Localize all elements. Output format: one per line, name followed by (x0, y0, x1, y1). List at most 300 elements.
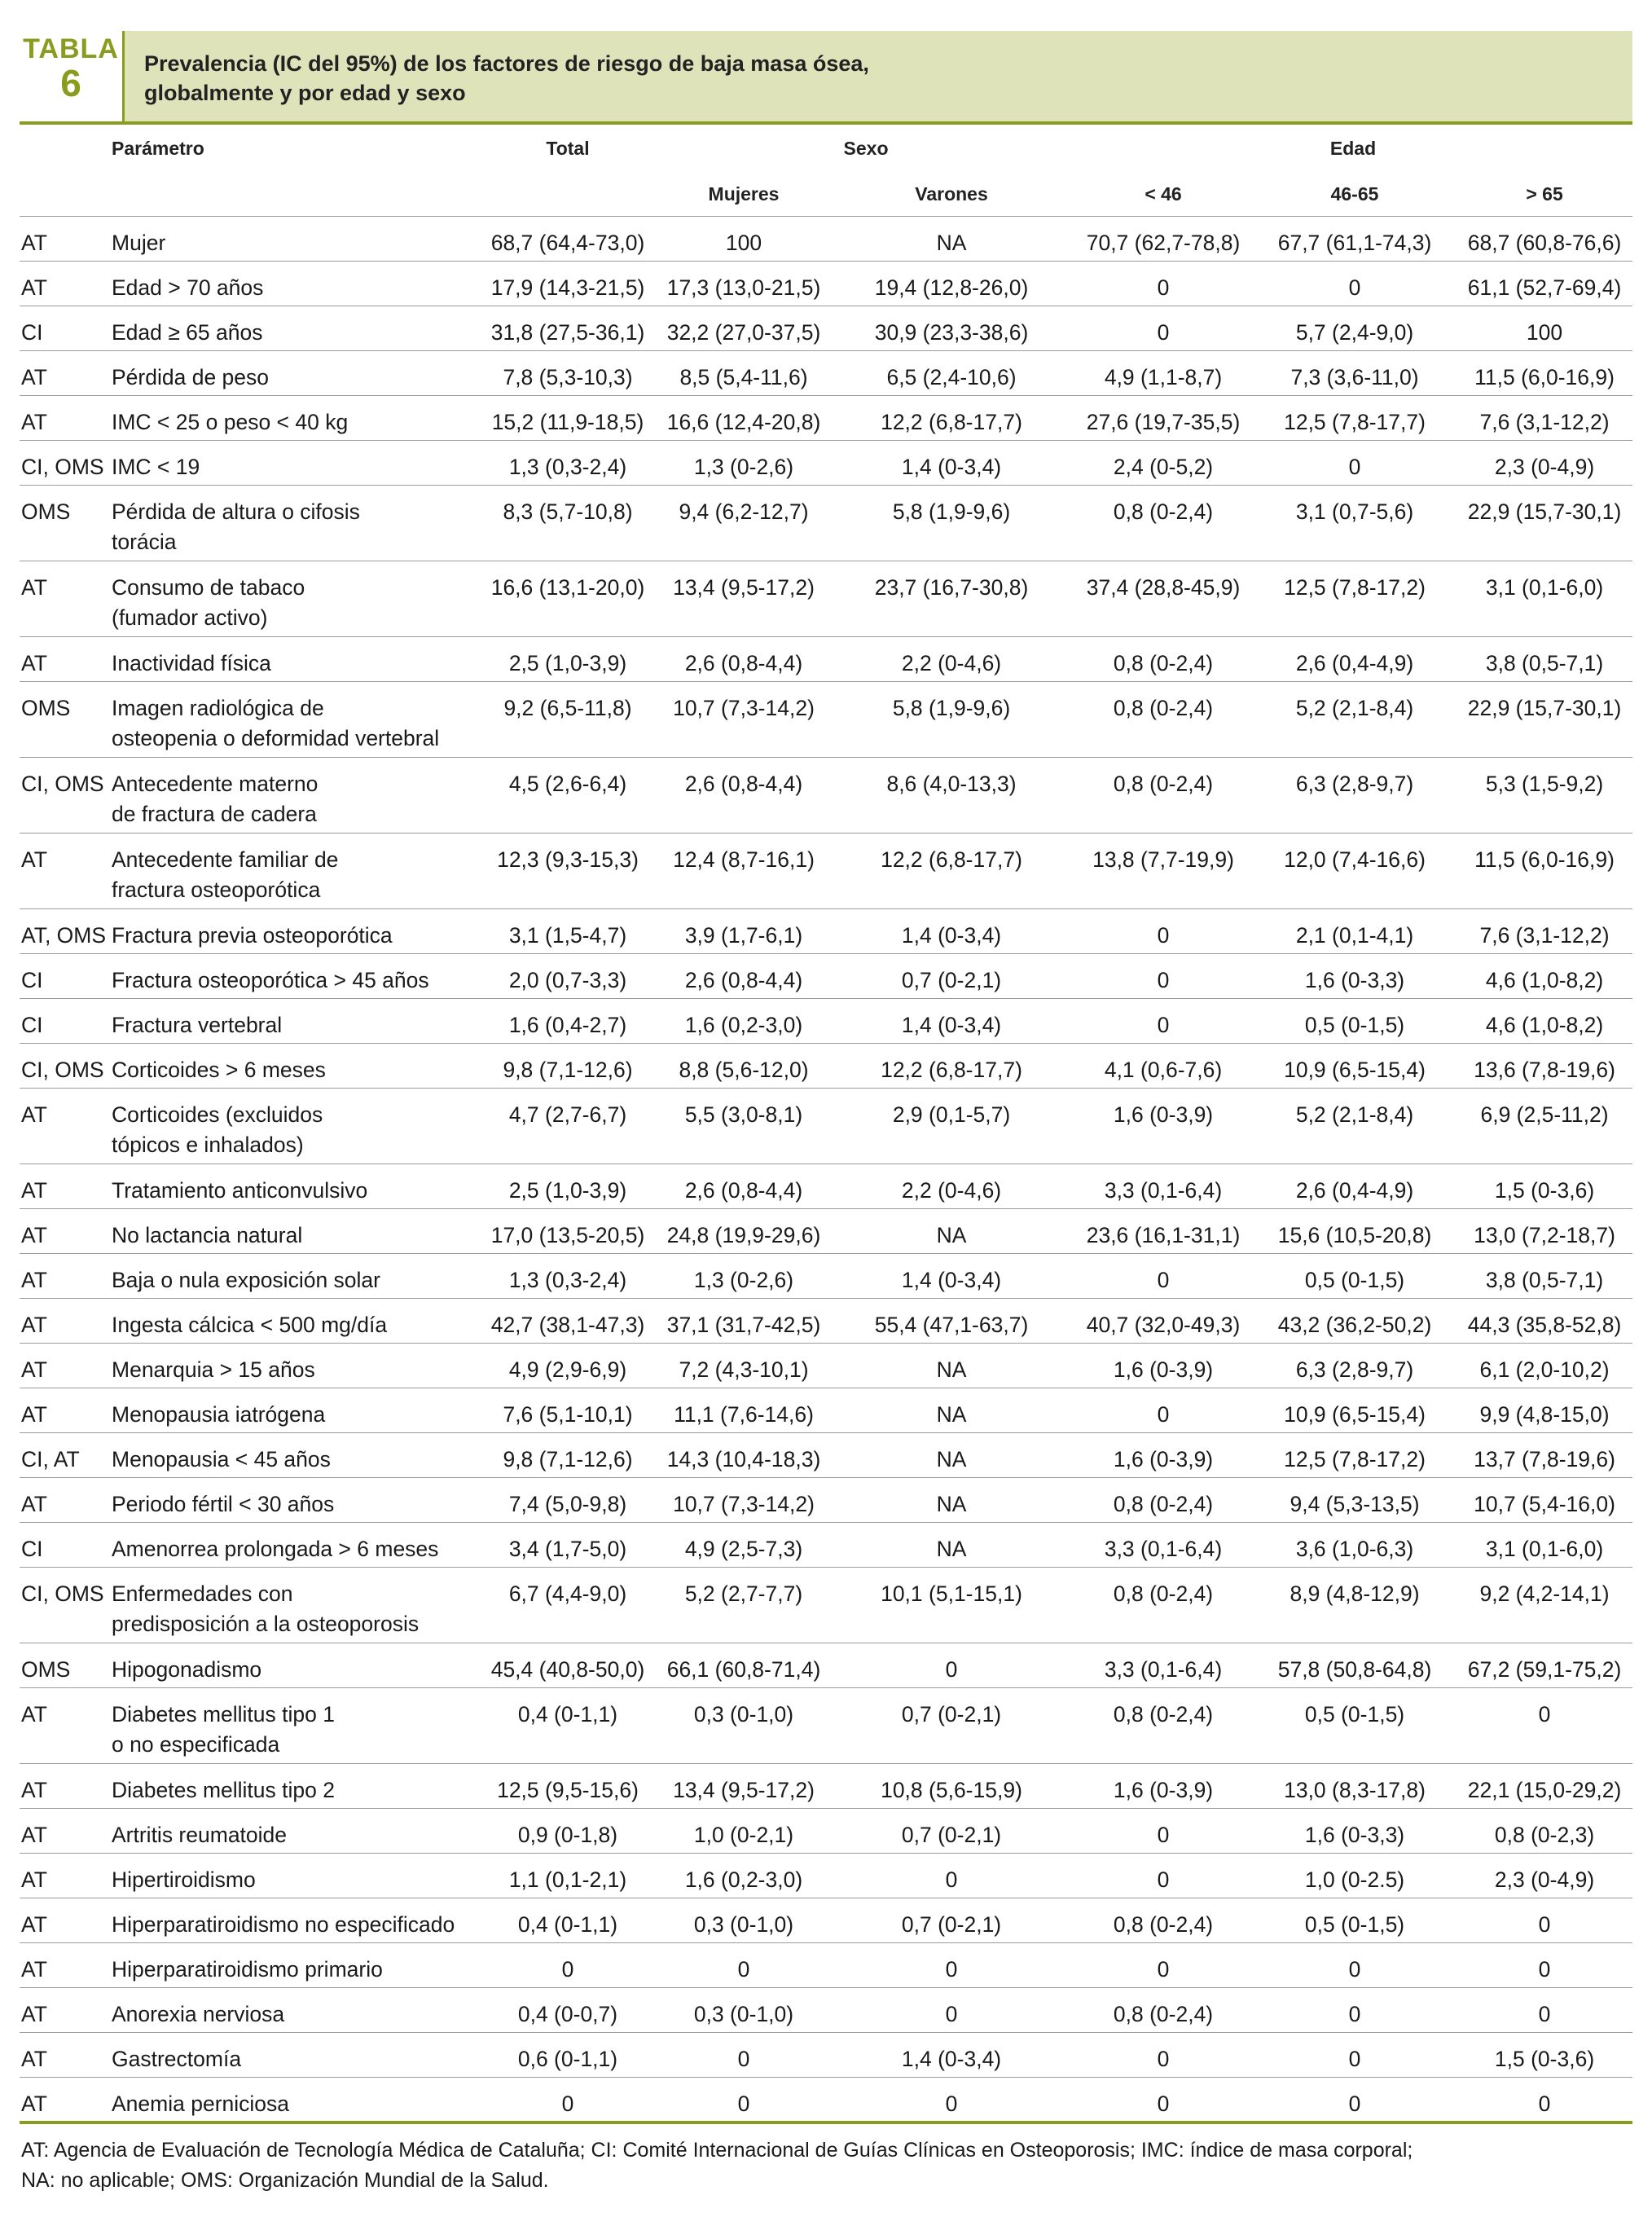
cell-age3: 22,1 (15,0-29,2) (1456, 1764, 1632, 1809)
cell-parametro (112, 834, 477, 909)
cell-parametro (112, 2078, 477, 2122)
cell-age3: 11,5 (6,0-16,9) (1456, 351, 1632, 396)
parametro-line: Diabetes mellitus tipo 1 (112, 1702, 335, 1727)
cell-age1: 0 (1074, 954, 1253, 999)
cell-age3: 3,1 (0,1-6,0) (1456, 561, 1632, 637)
cell-mujeres: 10,7 (7,3-14,2) (658, 1478, 829, 1523)
cell-age2: 12,5 (7,8-17,2) (1253, 561, 1456, 637)
table-row (20, 1809, 1632, 1854)
cell-age2: 0 (1253, 262, 1456, 306)
cell-varones: NA (829, 1433, 1074, 1478)
parametro-line: IMC < 19 (112, 455, 200, 479)
cell-mujeres: 11,1 (7,6-14,6) (658, 1388, 829, 1433)
table-row (20, 2078, 1632, 2122)
cell-parametro (112, 1433, 477, 1478)
parametro-line: Antecedente materno (112, 772, 319, 796)
cell-parametro (112, 1643, 477, 1688)
cell-mujeres: 8,8 (5,6-12,0) (658, 1044, 829, 1089)
parametro-line: Enfermedades con (112, 1581, 293, 1606)
cell-source: OMS (20, 682, 112, 758)
cell-age1: 0 (1074, 2078, 1253, 2122)
cell-total: 2,5 (1,0-3,9) (477, 1164, 658, 1209)
cell-varones: 12,2 (6,8-17,7) (829, 834, 1074, 909)
cell-total: 1,3 (0,3-2,4) (477, 441, 658, 486)
table-label-word: TABLA (23, 33, 119, 64)
cell-total: 7,4 (5,0-9,8) (477, 1478, 658, 1523)
parametro-line: Amenorrea prolongada > 6 meses (112, 1537, 439, 1561)
table-row (20, 1478, 1632, 1523)
cell-source: CI (20, 954, 112, 999)
cell-varones: NA (829, 217, 1074, 262)
cell-varones: 2,2 (0-4,6) (829, 637, 1074, 682)
cell-age1: 3,3 (0,1-6,4) (1074, 1164, 1253, 1209)
table-row (20, 262, 1632, 306)
cell-source: AT (20, 637, 112, 682)
cell-age1: 0,8 (0-2,4) (1074, 486, 1253, 561)
cell-source: CI, OMS (20, 441, 112, 486)
cell-mujeres: 37,1 (31,7-42,5) (658, 1299, 829, 1344)
cell-total: 3,1 (1,5-4,7) (477, 909, 658, 954)
cell-age3: 13,7 (7,8-19,6) (1456, 1433, 1632, 1478)
cell-age1: 1,6 (0-3,9) (1074, 1433, 1253, 1478)
table-row (20, 217, 1632, 262)
cell-varones: 0 (829, 1643, 1074, 1688)
cell-mujeres: 1,6 (0,2-3,0) (658, 1854, 829, 1898)
table-row (20, 1299, 1632, 1344)
cell-mujeres: 0 (658, 1943, 829, 1988)
cell-total: 0,4 (0-1,1) (477, 1688, 658, 1764)
cell-age1: 13,8 (7,7-19,9) (1074, 834, 1253, 909)
parametro-line: Mujer (112, 231, 166, 255)
cell-total: 0,4 (0-0,7) (477, 1988, 658, 2033)
cell-age1: 0 (1074, 1388, 1253, 1433)
cell-mujeres: 2,6 (0,8-4,4) (658, 758, 829, 834)
cell-mujeres: 12,4 (8,7-16,1) (658, 834, 829, 909)
cell-source: CI, OMS (20, 758, 112, 834)
cell-age3: 0 (1456, 1688, 1632, 1764)
cell-age2: 0 (1253, 441, 1456, 486)
cell-total: 0,4 (0-1,1) (477, 1898, 658, 1943)
cell-source: OMS (20, 1643, 112, 1688)
parametro-line: Fractura previa osteoporótica (112, 923, 393, 948)
table-row (20, 441, 1632, 486)
cell-parametro (112, 486, 477, 561)
cell-source: AT (20, 1943, 112, 1988)
cell-age2: 0 (1253, 2078, 1456, 2122)
header-empty-3 (477, 172, 658, 217)
cell-age1: 0,8 (0-2,4) (1074, 1688, 1253, 1764)
cell-mujeres: 32,2 (27,0-37,5) (658, 306, 829, 351)
cell-age1: 40,7 (32,0-49,3) (1074, 1299, 1253, 1344)
cell-varones: NA (829, 1478, 1074, 1523)
table-row (20, 1044, 1632, 1089)
cell-source: AT (20, 1764, 112, 1809)
cell-varones: NA (829, 1523, 1074, 1568)
parametro-line: Pérdida de altura o cifosis (112, 499, 360, 524)
cell-age2: 1,6 (0-3,3) (1253, 954, 1456, 999)
cell-total: 16,6 (13,1-20,0) (477, 561, 658, 637)
header-empty-2 (112, 172, 477, 217)
table-row (20, 1943, 1632, 1988)
table-label (20, 31, 122, 121)
table-row (20, 306, 1632, 351)
cell-varones: 5,8 (1,9-9,6) (829, 682, 1074, 758)
parametro-line: o no especificada (112, 1732, 280, 1757)
cell-varones: 1,4 (0-3,4) (829, 2033, 1074, 2078)
cell-mujeres: 1,0 (0-2,1) (658, 1809, 829, 1854)
cell-age3: 44,3 (35,8-52,8) (1456, 1299, 1632, 1344)
cell-total: 2,5 (1,0-3,9) (477, 637, 658, 682)
cell-age2: 5,7 (2,4-9,0) (1253, 306, 1456, 351)
cell-total: 31,8 (27,5-36,1) (477, 306, 658, 351)
cell-total: 0 (477, 1943, 658, 1988)
parametro-line: Hiperparatiroidismo primario (112, 1957, 383, 1982)
cell-source: AT (20, 1254, 112, 1299)
parametro-line: No lactancia natural (112, 1223, 303, 1247)
cell-mujeres: 14,3 (10,4-18,3) (658, 1433, 829, 1478)
cell-total: 6,7 (4,4-9,0) (477, 1568, 658, 1643)
cell-age2: 12,0 (7,4-16,6) (1253, 834, 1456, 909)
cell-varones: 0,7 (0-2,1) (829, 954, 1074, 999)
cell-parametro (112, 1254, 477, 1299)
cell-parametro (112, 306, 477, 351)
table-row (20, 561, 1632, 637)
table-row (20, 834, 1632, 909)
parametro-line: (fumador activo) (112, 605, 268, 630)
parametro-line: Baja o nula exposición solar (112, 1268, 380, 1292)
cell-age2: 9,4 (5,3-13,5) (1253, 1478, 1456, 1523)
cell-age1: 0,8 (0-2,4) (1074, 1568, 1253, 1643)
cell-age2: 12,5 (7,8-17,7) (1253, 396, 1456, 441)
cell-mujeres: 100 (658, 217, 829, 262)
cell-mujeres: 2,6 (0,8-4,4) (658, 1164, 829, 1209)
cell-age1: 37,4 (28,8-45,9) (1074, 561, 1253, 637)
cell-total: 15,2 (11,9-18,5) (477, 396, 658, 441)
parametro-line: Ingesta cálcica < 500 mg/día (112, 1313, 388, 1337)
cell-age2: 0,5 (0-1,5) (1253, 999, 1456, 1044)
cell-source: AT, OMS (20, 909, 112, 954)
cell-age3: 6,1 (2,0-10,2) (1456, 1344, 1632, 1388)
cell-total: 1,3 (0,3-2,4) (477, 1254, 658, 1299)
cell-mujeres: 5,2 (2,7-7,7) (658, 1568, 829, 1643)
header-sexo: Sexo (843, 137, 889, 159)
cell-age3: 5,3 (1,5-9,2) (1456, 758, 1632, 834)
cell-age2: 6,3 (2,8-9,7) (1253, 1344, 1456, 1388)
header-edad: Edad (1329, 137, 1377, 159)
cell-age2: 7,3 (3,6-11,0) (1253, 351, 1456, 396)
cell-age2: 43,2 (36,2-50,2) (1253, 1299, 1456, 1344)
cell-total: 9,8 (7,1-12,6) (477, 1044, 658, 1089)
cell-age2: 2,1 (0,1-4,1) (1253, 909, 1456, 954)
cell-parametro (112, 1898, 477, 1943)
cell-total: 12,3 (9,3-15,3) (477, 834, 658, 909)
cell-age1: 4,1 (0,6-7,6) (1074, 1044, 1253, 1089)
cell-source: CI, AT (20, 1433, 112, 1478)
table-row (20, 1643, 1632, 1688)
table-row (20, 1568, 1632, 1643)
cell-mujeres: 17,3 (13,0-21,5) (658, 262, 829, 306)
parametro-line: Hipogonadismo (112, 1657, 262, 1682)
cell-age1: 0 (1074, 909, 1253, 954)
cell-age3: 22,9 (15,7-30,1) (1456, 486, 1632, 561)
table-row (20, 1388, 1632, 1433)
cell-varones: 12,2 (6,8-17,7) (829, 1044, 1074, 1089)
table-row (20, 1988, 1632, 2033)
cell-total: 4,5 (2,6-6,4) (477, 758, 658, 834)
cell-age2: 0 (1253, 1988, 1456, 2033)
cell-varones: 55,4 (47,1-63,7) (829, 1299, 1074, 1344)
parametro-line: Fractura osteoporótica > 45 años (112, 968, 429, 992)
cell-source: AT (20, 1299, 112, 1344)
parametro-line: fractura osteoporótica (112, 878, 321, 902)
cell-age2: 3,1 (0,7-5,6) (1253, 486, 1456, 561)
cell-source: OMS (20, 486, 112, 561)
parametro-line: tópicos e inhalados) (112, 1133, 304, 1157)
parametro-line: Imagen radiológica de (112, 696, 324, 720)
cell-varones: 0 (829, 1943, 1074, 1988)
cell-age3: 13,6 (7,8-19,6) (1456, 1044, 1632, 1089)
cell-age2: 2,6 (0,4-4,9) (1253, 637, 1456, 682)
cell-mujeres: 1,3 (0-2,6) (658, 441, 829, 486)
cell-age3: 9,2 (4,2-14,1) (1456, 1568, 1632, 1643)
cell-total: 45,4 (40,8-50,0) (477, 1643, 658, 1688)
cell-parametro (112, 1344, 477, 1388)
cell-age1: 0 (1074, 999, 1253, 1044)
parametro-line: Diabetes mellitus tipo 2 (112, 1778, 335, 1802)
parametro-line: Hiperparatiroidismo no especificado (112, 1912, 455, 1937)
table-row (20, 1254, 1632, 1299)
table-row (20, 637, 1632, 682)
header-mujeres: Mujeres (658, 172, 829, 217)
cell-parametro (112, 217, 477, 262)
cell-total: 0 (477, 2078, 658, 2122)
cell-age1: 1,6 (0-3,9) (1074, 1089, 1253, 1164)
cell-age3: 100 (1456, 306, 1632, 351)
table-header (20, 31, 1632, 121)
cell-age1: 0 (1074, 1254, 1253, 1299)
parametro-line: Menopausia iatrógena (112, 1402, 326, 1427)
cell-source: CI (20, 1523, 112, 1568)
cell-total: 9,2 (6,5-11,8) (477, 682, 658, 758)
cell-total: 7,6 (5,1-10,1) (477, 1388, 658, 1433)
cell-varones: NA (829, 1344, 1074, 1388)
cell-varones: 1,4 (0-3,4) (829, 909, 1074, 954)
cell-age1: 23,6 (16,1-31,1) (1074, 1209, 1253, 1254)
cell-varones: 10,8 (5,6-15,9) (829, 1764, 1074, 1809)
cell-parametro (112, 1809, 477, 1854)
cell-total: 2,0 (0,7-3,3) (477, 954, 658, 999)
cell-age3: 9,9 (4,8-15,0) (1456, 1388, 1632, 1433)
cell-age2: 6,3 (2,8-9,7) (1253, 758, 1456, 834)
cell-age1: 0,8 (0-2,4) (1074, 1988, 1253, 2033)
cell-age3: 3,1 (0,1-6,0) (1456, 1523, 1632, 1568)
cell-age1: 4,9 (1,1-8,7) (1074, 351, 1253, 396)
parametro-line: Consumo de tabaco (112, 575, 305, 600)
cell-parametro (112, 1523, 477, 1568)
cell-age3: 13,0 (7,2-18,7) (1456, 1209, 1632, 1254)
cell-total: 9,8 (7,1-12,6) (477, 1433, 658, 1478)
cell-parametro (112, 1478, 477, 1523)
parametro-line: Hipertiroidismo (112, 1867, 256, 1892)
cell-total: 3,4 (1,7-5,0) (477, 1523, 658, 1568)
cell-age3: 0 (1456, 1943, 1632, 1988)
cell-varones: 0,7 (0-2,1) (829, 1688, 1074, 1764)
cell-varones: 23,7 (16,7-30,8) (829, 561, 1074, 637)
cell-source: AT (20, 1688, 112, 1764)
cell-age1: 0 (1074, 1809, 1253, 1854)
cell-parametro (112, 1764, 477, 1809)
table-row (20, 1209, 1632, 1254)
cell-age1: 1,6 (0-3,9) (1074, 1764, 1253, 1809)
cell-age2: 2,6 (0,4-4,9) (1253, 1164, 1456, 1209)
cell-age2: 15,6 (10,5-20,8) (1253, 1209, 1456, 1254)
parametro-line: Artritis reumatoide (112, 1823, 288, 1847)
cell-age3: 3,8 (0,5-7,1) (1456, 637, 1632, 682)
footnote-line-1: AT: Agencia de Evaluación de Tecnología Médica de Cataluña; CI: Comité Internacional de Guías Clínicas en Osteoporosis; IMC: índice de masa corporal; (21, 2138, 1413, 2162)
parametro-line: Periodo fértil < 30 años (112, 1492, 335, 1516)
cell-mujeres: 9,4 (6,2-12,7) (658, 486, 829, 561)
table-row (20, 999, 1632, 1044)
cell-age2: 0,5 (0-1,5) (1253, 1898, 1456, 1943)
cell-varones: 0 (829, 1988, 1074, 2033)
cell-parametro (112, 1164, 477, 1209)
cell-parametro (112, 1854, 477, 1898)
cell-varones: 19,4 (12,8-26,0) (829, 262, 1074, 306)
cell-mujeres: 0,3 (0-1,0) (658, 1898, 829, 1943)
cell-age3: 4,6 (1,0-8,2) (1456, 954, 1632, 999)
cell-mujeres: 0,3 (0-1,0) (658, 1988, 829, 2033)
parametro-line: Menarquia > 15 años (112, 1357, 315, 1382)
cell-age3: 61,1 (52,7-69,4) (1456, 262, 1632, 306)
cell-age3: 68,7 (60,8-76,6) (1456, 217, 1632, 262)
cell-parametro (112, 262, 477, 306)
cell-parametro (112, 909, 477, 954)
parametro-line: Tratamiento anticonvulsivo (112, 1178, 368, 1203)
cell-total: 0,9 (0-1,8) (477, 1809, 658, 1854)
parametro-line: osteopenia o deformidad vertebral (112, 726, 440, 750)
cell-total: 68,7 (64,4-73,0) (477, 217, 658, 262)
table-title-line-2: globalmente y por edad y sexo (144, 81, 466, 105)
footnote-line-2: NA: no aplicable; OMS: Organización Mundial de la Salud. (21, 2168, 549, 2192)
cell-age1: 27,6 (19,7-35,5) (1074, 396, 1253, 441)
table-row (20, 1344, 1632, 1388)
table-title (122, 31, 1632, 121)
parametro-line: Menopausia < 45 años (112, 1447, 331, 1471)
cell-source: AT (20, 217, 112, 262)
data-table (20, 125, 1632, 2124)
table-row (20, 396, 1632, 441)
cell-source: AT (20, 1209, 112, 1254)
cell-source: AT (20, 561, 112, 637)
cell-age1: 70,7 (62,7-78,8) (1074, 217, 1253, 262)
cell-mujeres: 13,4 (9,5-17,2) (658, 561, 829, 637)
table-row (20, 954, 1632, 999)
cell-age2: 67,7 (61,1-74,3) (1253, 217, 1456, 262)
table-row (20, 1089, 1632, 1164)
cell-parametro (112, 1688, 477, 1764)
cell-total: 0,6 (0-1,1) (477, 2033, 658, 2078)
cell-age2: 5,2 (2,1-8,4) (1253, 682, 1456, 758)
table-row (20, 1764, 1632, 1809)
cell-age2: 10,9 (6,5-15,4) (1253, 1388, 1456, 1433)
cell-age3: 0 (1456, 1988, 1632, 2033)
table-row (20, 758, 1632, 834)
cell-parametro (112, 1988, 477, 2033)
cell-total: 7,8 (5,3-10,3) (477, 351, 658, 396)
cell-age2: 12,5 (7,8-17,2) (1253, 1433, 1456, 1478)
table-row (20, 2033, 1632, 2078)
cell-parametro (112, 1943, 477, 1988)
cell-age2: 57,8 (50,8-64,8) (1253, 1643, 1456, 1688)
cell-mujeres: 1,6 (0,2-3,0) (658, 999, 829, 1044)
cell-parametro (112, 561, 477, 637)
parametro-line: de fractura de cadera (112, 802, 317, 826)
cell-age1: 0 (1074, 262, 1253, 306)
cell-varones: 1,4 (0-3,4) (829, 441, 1074, 486)
cell-source: AT (20, 834, 112, 909)
cell-varones: 0,7 (0-2,1) (829, 1809, 1074, 1854)
cell-source: AT (20, 396, 112, 441)
header-age-under-46: < 46 (1074, 172, 1253, 217)
header-total: Total (546, 137, 590, 159)
parametro-line: Anorexia nerviosa (112, 2002, 285, 2026)
cell-parametro (112, 441, 477, 486)
cell-age2: 10,9 (6,5-15,4) (1253, 1044, 1456, 1089)
cell-varones: 1,4 (0-3,4) (829, 1254, 1074, 1299)
cell-source: CI (20, 999, 112, 1044)
cell-age2: 1,6 (0-3,3) (1253, 1809, 1456, 1854)
cell-age3: 10,7 (5,4-16,0) (1456, 1478, 1632, 1523)
footnote (20, 2136, 1632, 2196)
cell-source: AT (20, 1388, 112, 1433)
cell-total: 4,9 (2,9-6,9) (477, 1344, 658, 1388)
cell-mujeres: 2,6 (0,8-4,4) (658, 637, 829, 682)
parametro-line: IMC < 25 o peso < 40 kg (112, 410, 349, 434)
table-figure (20, 31, 1632, 2196)
cell-mujeres: 2,6 (0,8-4,4) (658, 954, 829, 999)
cell-parametro (112, 1568, 477, 1643)
table-body (20, 217, 1632, 2122)
cell-age3: 0,8 (0-2,3) (1456, 1809, 1632, 1854)
cell-parametro (112, 351, 477, 396)
cell-age1: 0,8 (0-2,4) (1074, 682, 1253, 758)
cell-source: AT (20, 1854, 112, 1898)
cell-varones: 2,2 (0-4,6) (829, 1164, 1074, 1209)
parametro-line: Corticoides > 6 meses (112, 1058, 326, 1082)
cell-source: AT (20, 2033, 112, 2078)
cell-age2: 0,5 (0-1,5) (1253, 1688, 1456, 1764)
cell-varones: 0,7 (0-2,1) (829, 1898, 1074, 1943)
cell-age3: 22,9 (15,7-30,1) (1456, 682, 1632, 758)
cell-mujeres: 16,6 (12,4-20,8) (658, 396, 829, 441)
cell-age1: 2,4 (0-5,2) (1074, 441, 1253, 486)
cell-total: 4,7 (2,7-6,7) (477, 1089, 658, 1164)
table-number: 6 (60, 62, 81, 104)
cell-age3: 7,6 (3,1-12,2) (1456, 909, 1632, 954)
header-age-over-65: > 65 (1456, 172, 1632, 217)
cell-source: AT (20, 1809, 112, 1854)
table-row (20, 351, 1632, 396)
parametro-line: Pérdida de peso (112, 365, 270, 389)
cell-total: 1,1 (0,1-2,1) (477, 1854, 658, 1898)
cell-age3: 0 (1456, 2078, 1632, 2122)
cell-source: CI (20, 306, 112, 351)
cell-age3: 1,5 (0-3,6) (1456, 2033, 1632, 2078)
cell-source: CI, OMS (20, 1568, 112, 1643)
cell-varones: 2,9 (0,1-5,7) (829, 1089, 1074, 1164)
cell-mujeres: 7,2 (4,3-10,1) (658, 1344, 829, 1388)
cell-varones: 5,8 (1,9-9,6) (829, 486, 1074, 561)
